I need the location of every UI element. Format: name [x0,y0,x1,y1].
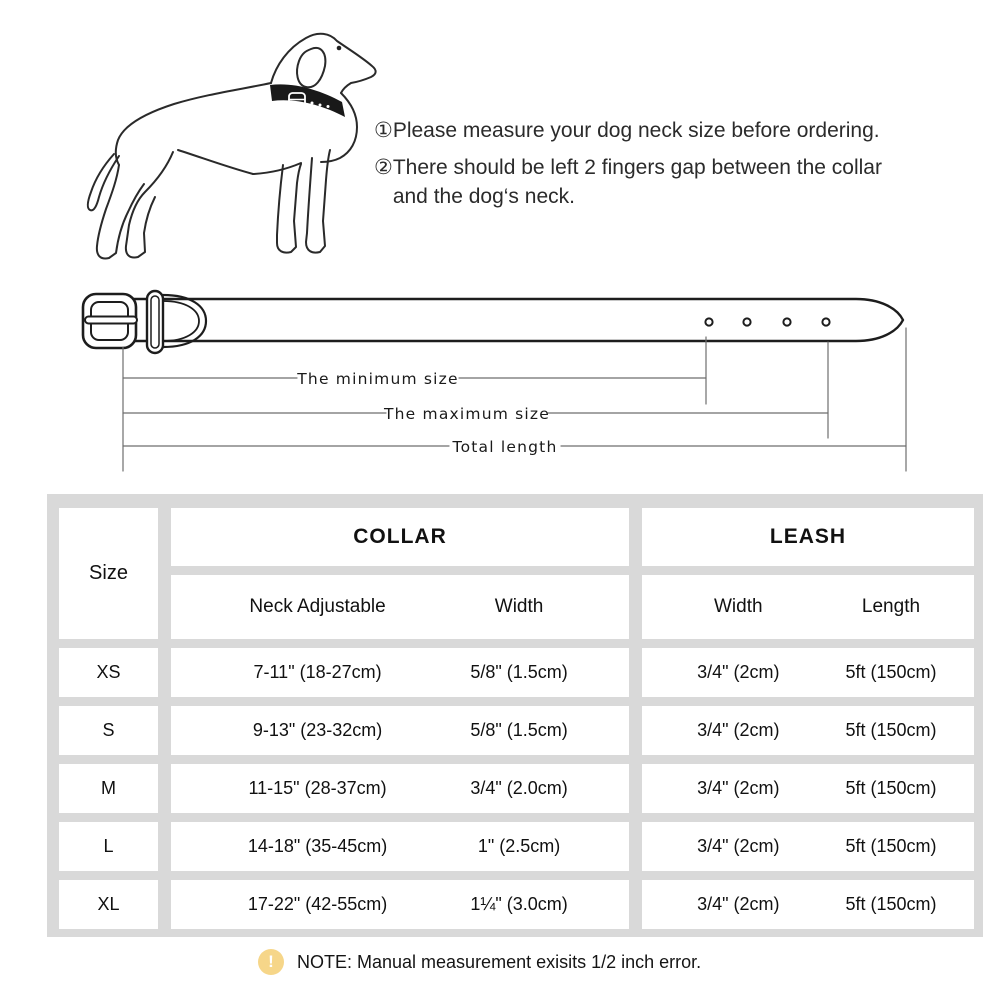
circled-1-icon: ① [374,119,393,142]
leash-width-subheader: Width [713,596,763,617]
dog-line-drawing [75,25,385,275]
xs-neck-value: 7-11" (18-27cm) [253,662,382,682]
s-collar-width-value: 5/8" (1.5cm) [470,720,568,740]
dog-rear-leg-near [126,152,173,258]
l-leash-width-value: 3/4" (2cm) [697,836,780,856]
table-row-m-collar [171,764,629,813]
table-row-s-collar [171,706,629,755]
dog-front-leg-far [277,164,301,253]
size-xs-label: XS [59,648,158,697]
measure-instructions [374,116,903,219]
leash-length-subheader: Length [861,596,921,617]
collar-buckle-prong [85,317,137,324]
xl-leash-length-value: 5ft (150cm) [845,894,937,914]
leash-subheaders [642,575,974,639]
table-row-xs-leash [642,648,974,697]
xl-neck-value: 17-22" (42-55cm) [247,894,388,914]
size-l-label: L [59,822,158,871]
collar-width-subheader: Width [494,596,544,617]
label-maximum-size: The maximum size [383,405,551,423]
dog-collar-stud [319,104,322,107]
l-collar-width-value: 1" (2.5cm) [477,836,561,856]
dog-eye [337,46,342,51]
s-neck-value: 9-13" (23-32cm) [252,720,383,740]
dog-rear-leg-far [97,165,144,259]
xs-collar-width-value: 5/8" (1.5cm) [470,662,568,682]
dog-shoulder [253,163,301,174]
collar-group-header: COLLAR [171,508,629,566]
size-column-header: Size [59,508,158,639]
table-row-xl-leash [642,880,974,929]
instruction-1 [374,116,903,145]
dog-collar-stud [311,102,314,105]
collar-neck-subheader: Neck Adjustable [249,596,386,617]
l-leash-length-value: 5ft (150cm) [845,836,937,856]
xs-leash-length-value: 5ft (150cm) [845,662,937,682]
size-s-label: S [59,706,158,755]
table-row-m-leash [642,764,974,813]
collar-subheaders [171,575,629,639]
s-leash-width-value: 3/4" (2cm) [697,720,780,740]
circled-2-icon: ② [374,156,393,179]
xl-collar-width-value: 1¼" (3.0cm) [470,894,568,914]
dog-belly [178,150,253,174]
dog-collar-stud [327,105,330,108]
m-collar-width-value: 3/4" (2.0cm) [470,778,568,798]
note-text: NOTE: Manual measurement exisits 1/2 inch error. [297,951,702,972]
instruction-1-text: Please measure your dog neck size before ordering. [392,119,880,142]
dog-front-leg-near [306,150,330,253]
collar-measure-diagram [50,285,960,475]
exclamation-icon: ! [258,949,284,975]
instruction-2 [374,153,903,211]
measurement-note [258,949,701,975]
dog-collar-band [270,84,345,117]
table-row-s-leash [642,706,974,755]
table-row-xs-collar [171,648,629,697]
m-leash-width-value: 3/4" (2cm) [697,778,780,798]
collar-keeper [147,291,163,353]
leash-group-header: LEASH [642,508,974,566]
m-leash-length-value: 5ft (150cm) [845,778,937,798]
l-neck-value: 14-18" (35-45cm) [247,836,388,856]
instruction-2-text: There should be left 2 fingers gap between the collar and the dog‘s neck. [392,156,882,208]
size-table [47,494,983,937]
xs-leash-width-value: 3/4" (2cm) [697,662,780,682]
size-xl-label: XL [59,880,158,929]
s-leash-length-value: 5ft (150cm) [845,720,937,740]
dog-head [271,34,376,93]
label-total-length: Total length [452,438,558,456]
size-m-label: M [59,764,158,813]
xl-leash-width-value: 3/4" (2cm) [697,894,780,914]
dog-back [116,83,271,165]
table-row-l-leash [642,822,974,871]
table-row-xl-collar [171,880,629,929]
table-row-l-collar [171,822,629,871]
m-neck-value: 11-15" (28-37cm) [248,778,387,798]
dog-ear [297,48,325,87]
label-minimum-size: The minimum size [297,370,459,388]
